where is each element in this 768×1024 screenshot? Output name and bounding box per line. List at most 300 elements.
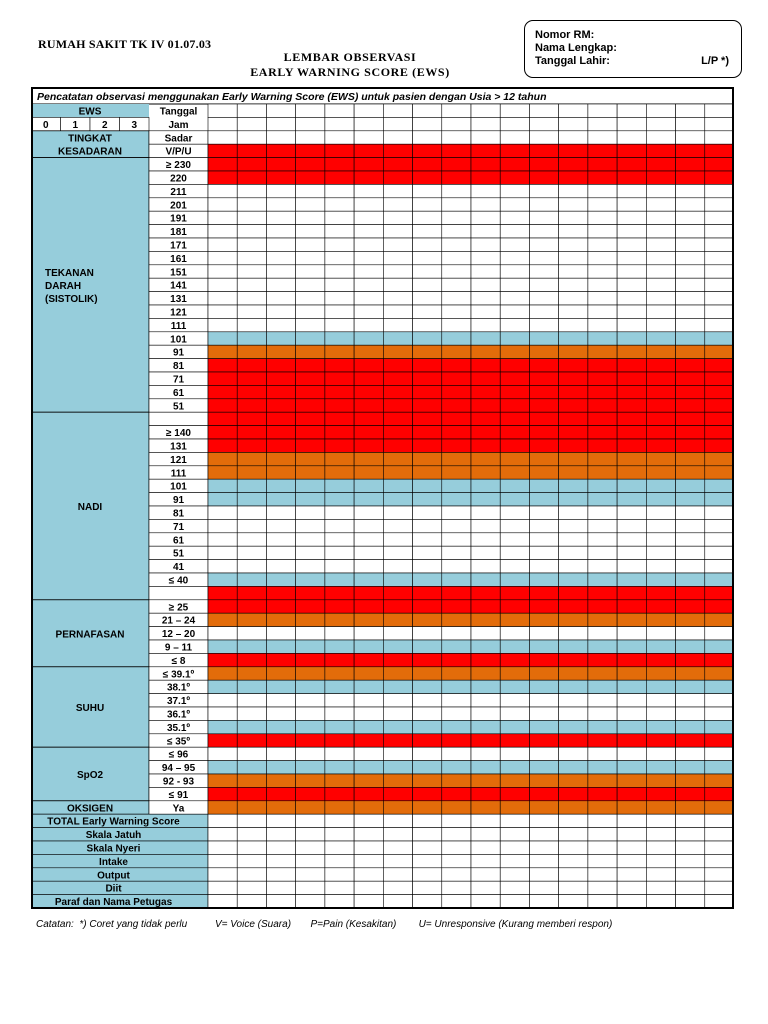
observation-cell[interactable] [296,359,325,372]
observation-cell[interactable] [413,318,442,331]
observation-cell[interactable] [500,158,529,171]
observation-cell[interactable] [646,707,675,720]
observation-cell[interactable] [588,412,617,425]
summary-cell[interactable] [325,868,354,881]
summary-cell[interactable] [413,814,442,827]
observation-cell[interactable] [500,359,529,372]
observation-cell[interactable] [442,747,471,760]
observation-cell[interactable] [325,265,354,278]
observation-cell[interactable] [354,653,383,666]
summary-cell[interactable] [559,854,588,867]
observation-cell[interactable] [383,359,412,372]
observation-cell[interactable] [296,265,325,278]
observation-cell[interactable] [588,519,617,532]
observation-cell[interactable] [383,466,412,479]
observation-cell[interactable] [383,573,412,586]
observation-cell[interactable] [383,787,412,800]
observation-cell[interactable] [529,774,558,787]
observation-cell[interactable] [413,519,442,532]
observation-cell[interactable] [559,667,588,680]
observation-cell[interactable] [354,761,383,774]
observation-cell[interactable] [325,787,354,800]
observation-cell[interactable] [471,439,500,452]
observation-cell[interactable] [266,586,295,599]
date-cell[interactable] [413,104,442,117]
observation-cell[interactable] [559,787,588,800]
observation-cell[interactable] [208,680,237,693]
observation-cell[interactable] [676,573,705,586]
observation-cell[interactable] [588,426,617,439]
observation-cell[interactable] [646,225,675,238]
summary-cell[interactable] [588,881,617,894]
time-cell[interactable] [266,117,295,130]
summary-cell[interactable] [383,868,412,881]
observation-cell[interactable] [471,359,500,372]
observation-cell[interactable] [208,519,237,532]
date-cell[interactable] [500,104,529,117]
observation-cell[interactable] [588,372,617,385]
observation-cell[interactable] [559,426,588,439]
observation-cell[interactable] [646,734,675,747]
observation-cell[interactable] [617,251,646,264]
observation-cell[interactable] [325,667,354,680]
observation-cell[interactable] [237,493,266,506]
observation-cell[interactable] [413,761,442,774]
observation-cell[interactable] [705,761,734,774]
observation-cell[interactable] [237,198,266,211]
observation-cell[interactable] [471,493,500,506]
observation-cell[interactable] [237,171,266,184]
observation-cell[interactable] [471,707,500,720]
observation-cell[interactable] [617,680,646,693]
summary-cell[interactable] [705,881,734,894]
observation-cell[interactable] [500,761,529,774]
observation-cell[interactable] [676,332,705,345]
observation-cell[interactable] [705,452,734,465]
observation-cell[interactable] [617,359,646,372]
summary-cell[interactable] [500,881,529,894]
observation-cell[interactable] [529,734,558,747]
observation-cell[interactable] [413,372,442,385]
observation-cell[interactable] [559,707,588,720]
observation-cell[interactable] [413,493,442,506]
observation-cell[interactable] [296,479,325,492]
time-cell[interactable] [646,117,675,130]
observation-cell[interactable] [529,452,558,465]
observation-cell[interactable] [676,533,705,546]
observation-cell[interactable] [588,439,617,452]
summary-cell[interactable] [500,841,529,854]
observation-cell[interactable] [617,466,646,479]
observation-cell[interactable] [413,694,442,707]
observation-cell[interactable] [442,533,471,546]
observation-cell[interactable] [266,158,295,171]
observation-cell[interactable] [296,426,325,439]
observation-cell[interactable] [471,680,500,693]
time-cell[interactable] [500,117,529,130]
observation-cell[interactable] [646,466,675,479]
observation-cell[interactable] [413,667,442,680]
observation-cell[interactable] [559,586,588,599]
observation-cell[interactable] [559,412,588,425]
summary-cell[interactable] [266,881,295,894]
observation-cell[interactable] [442,707,471,720]
observation-cell[interactable] [588,761,617,774]
summary-cell[interactable] [588,814,617,827]
observation-cell[interactable] [617,627,646,640]
observation-cell[interactable] [588,466,617,479]
observation-cell[interactable] [383,278,412,291]
date-cell[interactable] [559,104,588,117]
observation-cell[interactable] [529,439,558,452]
observation-cell[interactable] [559,171,588,184]
observation-cell[interactable] [676,653,705,666]
observation-cell[interactable] [442,720,471,733]
date-cell[interactable] [588,104,617,117]
observation-cell[interactable] [588,292,617,305]
observation-cell[interactable] [559,372,588,385]
observation-cell[interactable] [383,144,412,157]
observation-cell[interactable] [354,439,383,452]
observation-cell[interactable] [237,399,266,412]
observation-cell[interactable] [646,720,675,733]
observation-cell[interactable] [266,412,295,425]
observation-cell[interactable] [705,278,734,291]
observation-cell[interactable] [471,278,500,291]
observation-cell[interactable] [325,292,354,305]
observation-cell[interactable] [617,694,646,707]
observation-cell[interactable] [559,278,588,291]
summary-cell[interactable] [705,854,734,867]
summary-cell[interactable] [588,854,617,867]
summary-cell[interactable] [588,895,617,908]
observation-cell[interactable] [442,426,471,439]
observation-cell[interactable] [354,600,383,613]
observation-cell[interactable] [559,131,588,144]
observation-cell[interactable] [383,131,412,144]
observation-cell[interactable] [529,560,558,573]
observation-cell[interactable] [442,198,471,211]
date-cell[interactable] [325,104,354,117]
observation-cell[interactable] [471,506,500,519]
observation-cell[interactable] [208,761,237,774]
observation-cell[interactable] [442,131,471,144]
observation-cell[interactable] [471,238,500,251]
observation-cell[interactable] [705,198,734,211]
observation-cell[interactable] [208,613,237,626]
observation-cell[interactable] [354,265,383,278]
observation-cell[interactable] [588,332,617,345]
observation-cell[interactable] [413,680,442,693]
summary-cell[interactable] [617,868,646,881]
observation-cell[interactable] [296,211,325,224]
observation-cell[interactable] [617,412,646,425]
observation-cell[interactable] [296,600,325,613]
observation-cell[interactable] [705,586,734,599]
summary-cell[interactable] [237,841,266,854]
observation-cell[interactable] [383,774,412,787]
summary-cell[interactable] [471,868,500,881]
observation-cell[interactable] [529,519,558,532]
observation-cell[interactable] [559,720,588,733]
observation-cell[interactable] [442,667,471,680]
observation-cell[interactable] [646,345,675,358]
observation-cell[interactable] [676,345,705,358]
observation-cell[interactable] [588,667,617,680]
observation-cell[interactable] [296,747,325,760]
observation-cell[interactable] [646,560,675,573]
observation-cell[interactable] [383,439,412,452]
observation-cell[interactable] [646,694,675,707]
observation-cell[interactable] [208,493,237,506]
observation-cell[interactable] [383,211,412,224]
observation-cell[interactable] [529,372,558,385]
observation-cell[interactable] [266,399,295,412]
observation-cell[interactable] [266,787,295,800]
summary-cell[interactable] [266,814,295,827]
observation-cell[interactable] [676,720,705,733]
summary-cell[interactable] [500,868,529,881]
observation-cell[interactable] [237,158,266,171]
observation-cell[interactable] [617,801,646,814]
observation-cell[interactable] [617,613,646,626]
observation-cell[interactable] [413,801,442,814]
observation-cell[interactable] [529,265,558,278]
observation-cell[interactable] [588,680,617,693]
observation-cell[interactable] [413,640,442,653]
time-cell[interactable] [413,117,442,130]
observation-cell[interactable] [471,479,500,492]
observation-cell[interactable] [296,506,325,519]
observation-cell[interactable] [442,787,471,800]
observation-cell[interactable] [676,372,705,385]
time-cell[interactable] [442,117,471,130]
observation-cell[interactable] [559,479,588,492]
time-cell[interactable] [208,117,237,130]
observation-cell[interactable] [471,412,500,425]
observation-cell[interactable] [208,533,237,546]
observation-cell[interactable] [383,560,412,573]
observation-cell[interactable] [529,747,558,760]
summary-cell[interactable] [442,895,471,908]
observation-cell[interactable] [676,680,705,693]
observation-cell[interactable] [617,292,646,305]
observation-cell[interactable] [354,533,383,546]
observation-cell[interactable] [588,265,617,278]
observation-cell[interactable] [588,479,617,492]
observation-cell[interactable] [237,680,266,693]
observation-cell[interactable] [266,292,295,305]
observation-cell[interactable] [617,211,646,224]
observation-cell[interactable] [383,667,412,680]
observation-cell[interactable] [646,787,675,800]
observation-cell[interactable] [705,426,734,439]
observation-cell[interactable] [471,546,500,559]
observation-cell[interactable] [617,774,646,787]
observation-cell[interactable] [325,613,354,626]
observation-cell[interactable] [442,613,471,626]
observation-cell[interactable] [296,399,325,412]
observation-cell[interactable] [529,680,558,693]
observation-cell[interactable] [646,305,675,318]
observation-cell[interactable] [646,627,675,640]
observation-cell[interactable] [676,519,705,532]
observation-cell[interactable] [325,493,354,506]
observation-cell[interactable] [471,720,500,733]
observation-cell[interactable] [617,533,646,546]
observation-cell[interactable] [266,184,295,197]
observation-cell[interactable] [325,801,354,814]
observation-cell[interactable] [705,560,734,573]
observation-cell[interactable] [529,600,558,613]
summary-cell[interactable] [559,881,588,894]
observation-cell[interactable] [500,627,529,640]
observation-cell[interactable] [325,385,354,398]
summary-cell[interactable] [296,841,325,854]
summary-cell[interactable] [296,881,325,894]
observation-cell[interactable] [208,385,237,398]
observation-cell[interactable] [442,761,471,774]
observation-cell[interactable] [471,774,500,787]
observation-cell[interactable] [383,238,412,251]
observation-cell[interactable] [354,452,383,465]
observation-cell[interactable] [413,211,442,224]
observation-cell[interactable] [442,640,471,653]
observation-cell[interactable] [588,184,617,197]
observation-cell[interactable] [471,131,500,144]
observation-cell[interactable] [208,292,237,305]
summary-cell[interactable] [208,881,237,894]
observation-cell[interactable] [296,452,325,465]
observation-cell[interactable] [471,345,500,358]
observation-cell[interactable] [354,466,383,479]
observation-cell[interactable] [471,171,500,184]
summary-cell[interactable] [413,868,442,881]
observation-cell[interactable] [676,466,705,479]
date-cell[interactable] [442,104,471,117]
observation-cell[interactable] [237,707,266,720]
observation-cell[interactable] [442,452,471,465]
summary-cell[interactable] [208,828,237,841]
date-cell[interactable] [208,104,237,117]
observation-cell[interactable] [529,171,558,184]
summary-cell[interactable] [471,854,500,867]
observation-cell[interactable] [646,426,675,439]
summary-cell[interactable] [383,895,412,908]
observation-cell[interactable] [208,225,237,238]
observation-cell[interactable] [588,546,617,559]
observation-cell[interactable] [237,627,266,640]
observation-cell[interactable] [296,278,325,291]
observation-cell[interactable] [354,734,383,747]
observation-cell[interactable] [266,211,295,224]
observation-cell[interactable] [617,372,646,385]
observation-cell[interactable] [325,653,354,666]
summary-cell[interactable] [705,895,734,908]
observation-cell[interactable] [296,292,325,305]
summary-cell[interactable] [442,854,471,867]
observation-cell[interactable] [237,653,266,666]
summary-cell[interactable] [354,895,383,908]
observation-cell[interactable] [354,573,383,586]
observation-cell[interactable] [529,586,558,599]
observation-cell[interactable] [471,761,500,774]
observation-cell[interactable] [354,399,383,412]
observation-cell[interactable] [646,359,675,372]
observation-cell[interactable] [296,251,325,264]
observation-cell[interactable] [500,144,529,157]
observation-cell[interactable] [676,426,705,439]
observation-cell[interactable] [442,158,471,171]
summary-cell[interactable] [529,854,558,867]
observation-cell[interactable] [676,238,705,251]
observation-cell[interactable] [500,586,529,599]
observation-cell[interactable] [266,251,295,264]
observation-cell[interactable] [588,359,617,372]
observation-cell[interactable] [296,318,325,331]
observation-cell[interactable] [266,707,295,720]
time-cell[interactable] [354,117,383,130]
summary-cell[interactable] [676,881,705,894]
observation-cell[interactable] [588,452,617,465]
observation-cell[interactable] [676,305,705,318]
observation-cell[interactable] [617,761,646,774]
observation-cell[interactable] [442,211,471,224]
observation-cell[interactable] [208,747,237,760]
observation-cell[interactable] [676,278,705,291]
observation-cell[interactable] [266,466,295,479]
observation-cell[interactable] [559,573,588,586]
observation-cell[interactable] [500,439,529,452]
observation-cell[interactable] [500,479,529,492]
summary-cell[interactable] [296,854,325,867]
observation-cell[interactable] [500,694,529,707]
observation-cell[interactable] [529,385,558,398]
observation-cell[interactable] [296,519,325,532]
observation-cell[interactable] [237,144,266,157]
observation-cell[interactable] [266,734,295,747]
observation-cell[interactable] [208,184,237,197]
observation-cell[interactable] [413,452,442,465]
observation-cell[interactable] [705,131,734,144]
observation-cell[interactable] [237,734,266,747]
observation-cell[interactable] [676,761,705,774]
observation-cell[interactable] [559,292,588,305]
observation-cell[interactable] [325,399,354,412]
observation-cell[interactable] [559,184,588,197]
date-cell[interactable] [237,104,266,117]
observation-cell[interactable] [296,734,325,747]
summary-cell[interactable] [471,828,500,841]
summary-cell[interactable] [559,828,588,841]
observation-cell[interactable] [266,801,295,814]
observation-cell[interactable] [413,627,442,640]
observation-cell[interactable] [646,238,675,251]
observation-cell[interactable] [588,734,617,747]
observation-cell[interactable] [208,600,237,613]
observation-cell[interactable] [500,573,529,586]
observation-cell[interactable] [354,372,383,385]
observation-cell[interactable] [676,613,705,626]
observation-cell[interactable] [413,399,442,412]
observation-cell[interactable] [237,720,266,733]
observation-cell[interactable] [354,225,383,238]
observation-cell[interactable] [529,131,558,144]
observation-cell[interactable] [646,667,675,680]
summary-cell[interactable] [559,814,588,827]
summary-cell[interactable] [617,814,646,827]
observation-cell[interactable] [588,627,617,640]
